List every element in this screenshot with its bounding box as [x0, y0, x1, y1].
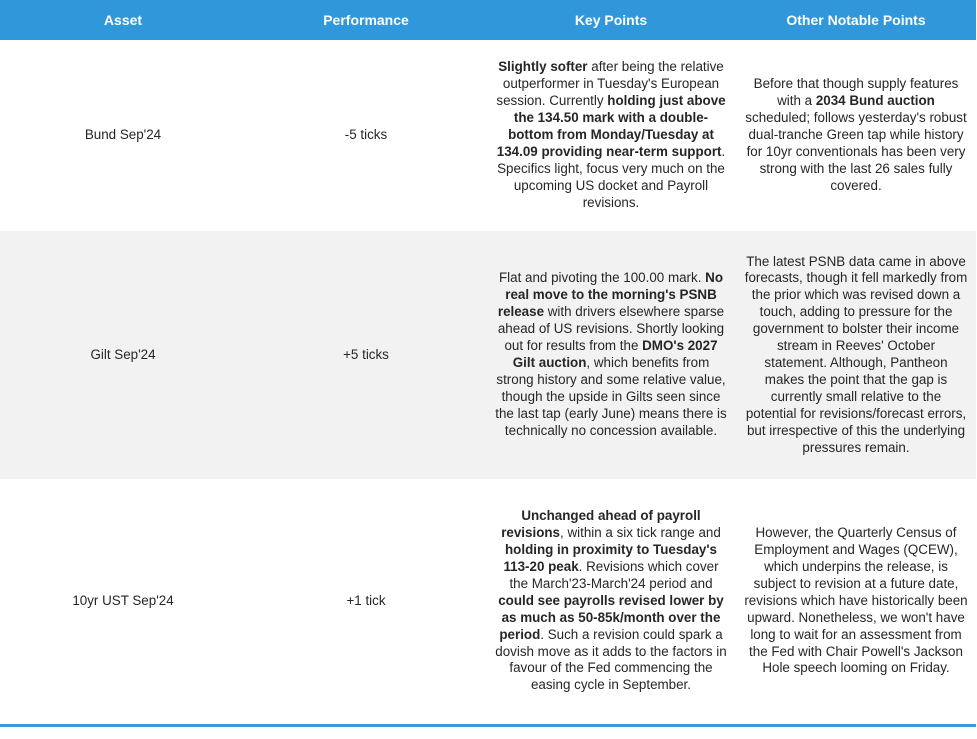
text: , within a six tick range and: [560, 525, 721, 541]
text: . Specifics light, focus very much on the upcoming US docket and Payroll revisions.: [497, 143, 726, 210]
table-row: [0, 231, 976, 479]
table-row: [0, 479, 976, 725]
text: , which benefits from strong history and some relative value, though the upside in Gilts seen since the last tap (early June) means there is technically no concession available.: [495, 355, 727, 438]
text: Before that though supply features with a: [753, 76, 959, 109]
column-header-performance: Performance: [246, 0, 486, 40]
text: . Such a revision could spark a dovish move as it adds to the factors in favour of the Fed commencing the easing cycle in September.: [495, 626, 727, 693]
bold-text: 2034 Bund auction: [815, 93, 935, 109]
text: The latest PSNB data came in above forecasts, though it fell markedly from the prior which was revised down a touch, adding to pressure for the government to bolster their income stream in Reeves' October statement. Although, Pantheon makes the point that the gap is currently small relative to the potential for revisions/forecast errors, but irrespective of this the underlying pressures remain.: [744, 253, 968, 455]
text: Flat and pivoting the 100.00 mark.: [498, 270, 706, 286]
bold-text: holding in proximity to Tuesday's 113-20 peak: [503, 542, 717, 574]
key-points-cell: [486, 479, 736, 725]
other-points-cell: [736, 231, 976, 479]
performance-cell: +1 tick: [346, 592, 386, 608]
bold-text: Unchanged ahead of payroll revisions: [501, 508, 701, 541]
text: However, the Quarterly Census of Employment and Wages (QCEW), which underpins the release, is subject to revision at a future date, revisions which have historically been upward. Nonetheless, we won't have long to wait for an assessment from the Fed with Chair Powell's Jackson Hole speech looming on Friday.: [744, 525, 968, 676]
asset-cell: Gilt Sep'24: [0, 231, 246, 479]
other-points-cell: [736, 40, 976, 231]
column-header-other-points: Other Notable Points: [736, 0, 976, 40]
asset-cell: Bund Sep'24: [84, 127, 162, 143]
column-header-key-points: Key Points: [486, 0, 736, 40]
text: scheduled; follows yesterday's robust dual-tranche Green tap while history for 10yr conventionals has been very strong with the last 26 sales fully covered.: [745, 110, 967, 193]
text: after being the relative outperformer in Tuesday's European session. Currently: [496, 59, 724, 109]
bold-text: holding just above the 134.50 mark with a double-bottom from Monday/Tuesday at 134.09 providing near-term support: [496, 93, 726, 159]
asset-cell: 10yr UST Sep'24: [72, 592, 174, 608]
column-header-asset: Asset: [0, 0, 246, 40]
table-row: [0, 40, 976, 231]
key-points-cell: [486, 231, 736, 479]
text: . Revisions which cover the March'23-March'24 period and: [509, 558, 719, 591]
bold-text: No real move to the morning's PSNB release: [497, 270, 724, 320]
bold-text: DMO's 2027 Gilt auction: [512, 338, 718, 370]
key-points-cell: [486, 40, 736, 231]
text: with drivers elsewhere sparse ahead of US revisions. Shortly looking out for results from the: [497, 304, 725, 354]
bold-text: Slightly softer: [498, 59, 588, 75]
performance-cell: +5 ticks: [246, 231, 486, 479]
performance-cell: -5 ticks: [344, 127, 388, 143]
header-row: [0, 0, 976, 40]
bold-text: could see payrolls revised lower by as much as 50-85k/month over the period: [498, 592, 724, 642]
other-points-cell: [736, 479, 976, 725]
